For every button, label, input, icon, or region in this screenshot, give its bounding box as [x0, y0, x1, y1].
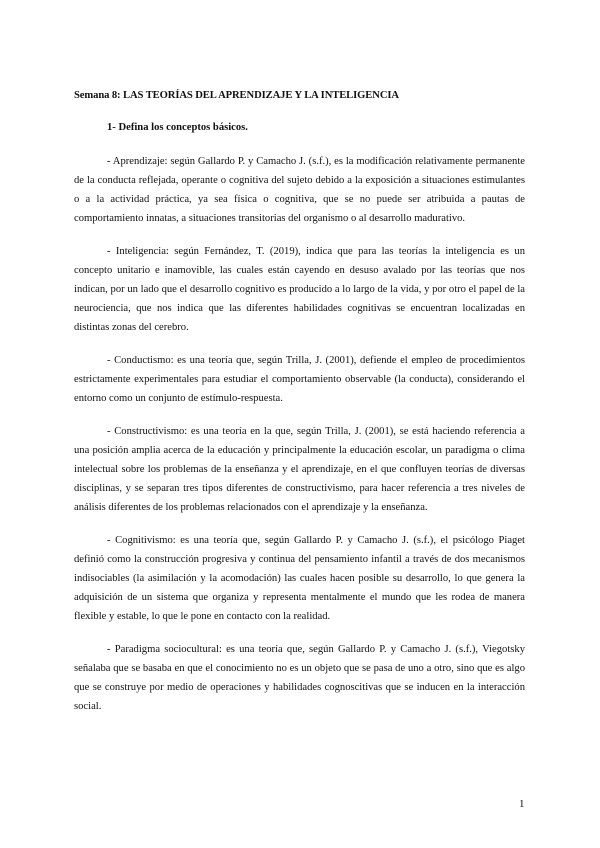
page-content — [74, 88, 525, 716]
paragraph-conductismo: - Conductismo: es una teoría que, según Trilla, J. (2001), defiende el empleo de procedimientos estrictamente experimentales para estudiar el comportamiento observable (la conducta), considerando el entorno como un conjunto de estímulo-respuesta. — [74, 355, 525, 404]
paragraph-constructivismo: - Constructivismo: es una teoría en la que, según Trilla, J. (2001), se está haciendo referencia a una posición amplia acerca de la educación y principalmente la educación escolar, un paradigma o clima intelectual sobre los problemas de la enseñanza y el aprendizaje, en el que confluyen teorías de diversas disciplinas, y se separan tres tipos diferentes de constructivismo, para hacer referencia a tres niveles de análisis diferentes de los problemas relacionados con el aprendizaje y la enseñanza. — [74, 426, 525, 513]
paragraph-inteligencia: - Inteligencia: según Fernández, T. (2019), indica que para las teorías la inteligencia es un concepto unitario e inamovible, las cuales están cayendo en desuso avalado por las teorías que nos indican, por un lado que el desarrollo cognitivo es producido a lo largo de la vida, y por otro el papel de la neurociencia, que nos indica que las diferentes habilidades cognitivas se encuentran localizadas en distintas zonas del cerebro. — [74, 246, 525, 333]
paragraph-paradigma-sociocultural: - Paradigma sociocultural: es una teoría que, según Gallardo P. y Camacho J. (s.f.), Viegotsky señalaba que se basaba en que el conocimiento no es un objeto que se pasa de uno a otro, sino que es algo que se construye por medio de operaciones y habilidades cognoscitivas que se inducen en la interacción social. — [74, 644, 525, 712]
section-subheading: 1- Defina los conceptos básicos. — [107, 122, 248, 133]
paragraph-aprendizaje: - Aprendizaje: según Gallardo P. y Camacho J. (s.f.), es la modificación relativamente permanente de la conducta reflejada, operante o cognitiva del sujeto debido a la exposición a situaciones estimulantes o a la actividad práctica, ya sea física o cognitiva, que se no puede ser atribuida a pautas de comportamiento innatas, a situaciones transitorias del organismo o al desarrollo madurativo. — [74, 156, 525, 224]
paragraph-cognitivismo: - Cognitivismo: es una teoría que, según Gallardo P. y Camacho J. (s.f.), el psicólogo Piaget definió como la construcción progresiva y continua del pensamiento infantil a través de dos mecanismos indisociables (la asimilación y la acomodación) las cuales hacen posible su desarrollo, lo que genera la adquisición de un sistema que organiza y representa mentalmente el mundo que les rodea de manera flexible y estable, lo que le pone en contacto con la realidad. — [74, 535, 525, 622]
page-number: 1 — [519, 798, 525, 810]
document-heading: Semana 8: LAS TEORÍAS DEL APRENDIZAJE Y LA INTELIGENCIA — [74, 90, 399, 101]
